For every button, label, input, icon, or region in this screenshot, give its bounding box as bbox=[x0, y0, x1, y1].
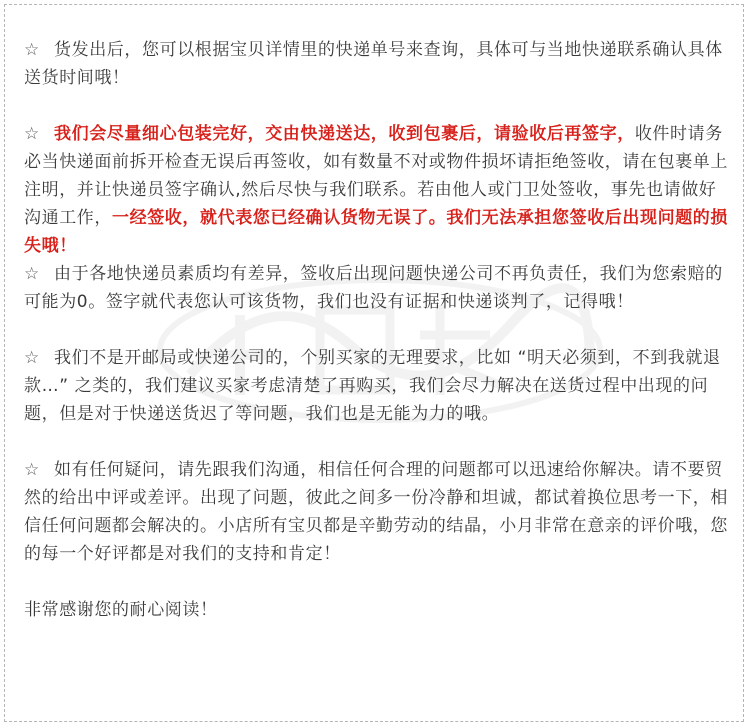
notice-content bbox=[24, 36, 730, 624]
star-icon: ☆ bbox=[24, 40, 40, 60]
not-post-office-text: 我们不是开邮局或快递公司的，个别买家的无理要求，比如 “明天必须到，不到我就退款…” 之类的，我们建议买家考虑清楚了再购买，我们会尽力解决在送货过程中出现的问题，但是对于快递送货迟了等问题，我们也是无能为力的哦。 bbox=[24, 348, 721, 424]
courier-text: 由于各地快递员素质均有差异，签收后出现问题快递公司不再负责任，我们为您索赔的可能为0。签字就代表您认可该货物，我们也没有证据和快递谈判了，记得哦！ bbox=[24, 264, 723, 312]
star-icon: ☆ bbox=[24, 348, 40, 368]
signing-warning: 一经签收，就代表您已经确认货物无误了。我们无法承担您签收后出现问题的损失哦！ bbox=[24, 208, 728, 256]
paragraph-courier bbox=[24, 260, 730, 316]
star-icon: ☆ bbox=[24, 264, 40, 284]
paragraph-not-post-office bbox=[24, 344, 730, 428]
inspection-warning: 我们会尽量细心包装完好，交由快递送达，收到包裹后，请验收后再签字， bbox=[54, 124, 635, 144]
star-icon: ☆ bbox=[24, 460, 40, 480]
paragraph-shipping bbox=[24, 36, 730, 92]
paragraph-inspection bbox=[24, 120, 730, 260]
inspection-text: 收件时请务必当快递面前拆开检查无误后再签收，如有数量不对或物件损坏请拒绝签收，请在包裹单上注明，并让快递员签字确认,然后尽快与我们联系。若由他人或门卫处签收，事先也请做好沟通工作， bbox=[24, 124, 728, 228]
shipping-text: 货发出后，您可以根据宝贝详情里的快递单号来查询，具体可与当地快递联系确认具体送货时间哦！ bbox=[24, 40, 723, 88]
star-icon: ☆ bbox=[24, 124, 40, 144]
paragraph-questions bbox=[24, 456, 730, 568]
questions-text: 如有任何疑问，请先跟我们沟通，相信任何合理的问题都可以迅速给你解决。请不要贸然的给出中评或差评。出现了问题，彼此之间多一份冷静和坦诚，都试着换位思考一下，相信任何问题都会解决的。小店所有宝贝都是辛勤劳动的结晶，小月非常在意亲的评价哦，您的每一个好评都是对我们的支持和肯定！ bbox=[24, 460, 728, 564]
closing-thanks: 非常感谢您的耐心阅读！ bbox=[24, 600, 218, 620]
